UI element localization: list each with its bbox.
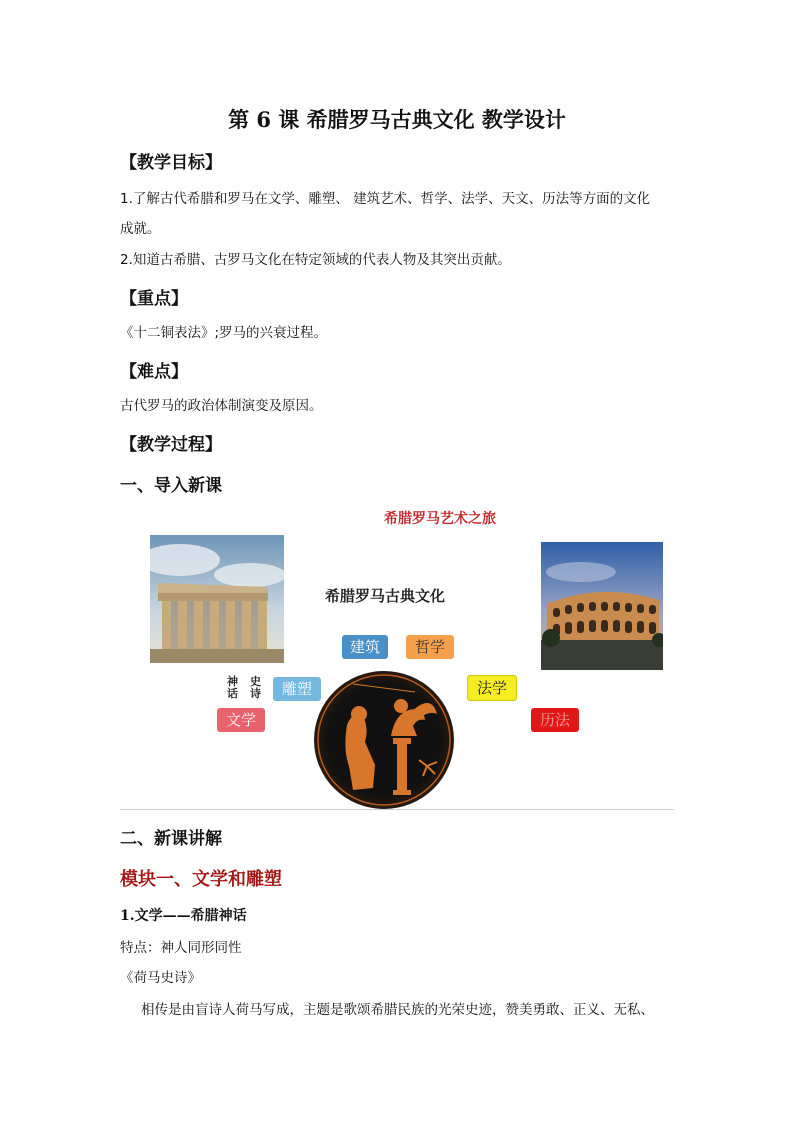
module-heading: 模块一、文学和雕塑 [120, 869, 282, 890]
colosseum-image [541, 542, 663, 670]
figure-title: 希腊罗马艺术之旅 [384, 511, 496, 527]
homer-title: 《荷马史诗》 [120, 970, 201, 986]
tag-law: 法学 [467, 675, 517, 701]
tag-architecture: 建筑 [342, 635, 388, 659]
label-epic: 史诗 [250, 675, 261, 700]
figure-subtitle: 希腊罗马古典文化 [325, 587, 446, 605]
parthenon-image [150, 535, 284, 663]
section-divider [120, 809, 674, 810]
tag-calendar: 历法 [531, 708, 579, 732]
process-heading: 【教学过程】 [120, 435, 222, 455]
tag-philosophy: 哲学 [406, 635, 454, 659]
greek-plate-image [313, 670, 455, 810]
new-lesson-heading: 二、新课讲解 [120, 829, 222, 849]
goal-2: 2.知道古希腊、古罗马文化在特定领域的代表人物及其突出贡献。 [120, 252, 511, 268]
literature-heading: 1.文学——希腊神话 [120, 908, 247, 924]
difficulty-text: 古代罗马的政治体制演变及原因。 [120, 398, 323, 414]
key-text: 《十二铜表法》;罗马的兴衰过程。 [120, 325, 328, 341]
goals-heading: 【教学目标】 [120, 153, 222, 173]
difficulty-heading: 【难点】 [120, 362, 188, 382]
homer-text: 相传是由盲诗人荷马写成，主题是歌颂希腊民族的光荣史迹，赞美勇敢、正义、无私、 [141, 1002, 654, 1018]
tag-literature: 文学 [217, 708, 265, 732]
page-title: 第 6 课 希腊罗马古典文化 教学设计 [228, 107, 566, 132]
key-heading: 【重点】 [120, 289, 188, 309]
goal-1-line-1: 1.了解古代希腊和罗马在文学、雕塑、 建筑艺术、哲学、法学、天文、历法等方面的文化 [120, 191, 651, 207]
intro-illustration [120, 500, 674, 810]
feature-text: 特点：神人同形同性 [120, 940, 242, 956]
tag-sculpture: 雕塑 [273, 677, 321, 701]
goal-1-line-2: 成就。 [120, 221, 161, 237]
intro-heading: 一、导入新课 [120, 476, 222, 496]
label-myth: 神话 [227, 675, 238, 700]
